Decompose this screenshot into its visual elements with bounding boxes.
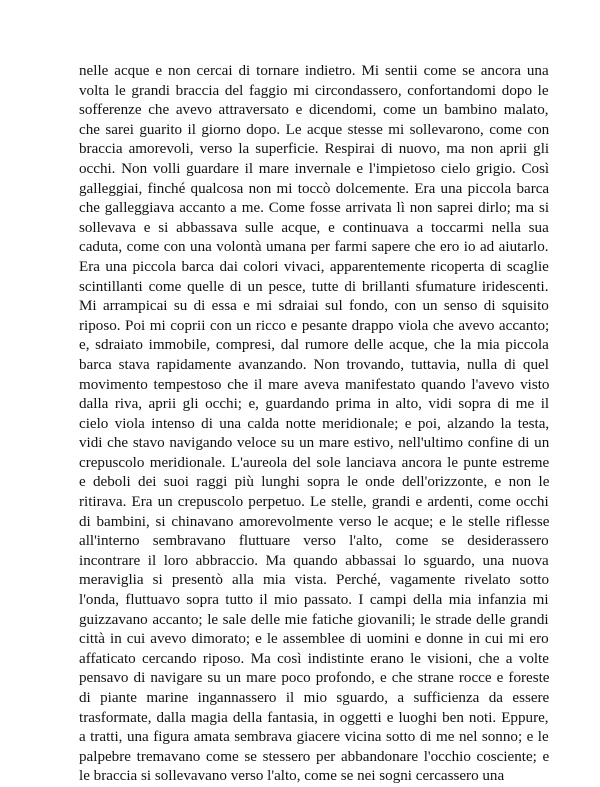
- text-line: occhi. Non volli guardare il mare invernale e l'impietoso cielo grigio. Così: [79, 160, 550, 177]
- text-line: Era una piccola barca dai colori vivaci, apparentemente ricoperta di scaglie: [79, 258, 549, 275]
- text-line: città in cui avevo dimorato; e le assemblee di uomini e donne in cui mi ero: [79, 631, 549, 648]
- text-line: vidi che stavo navigando veloce su un mare estivo, nell'ultimo confine di un: [79, 435, 550, 452]
- text-line: riposo. Poi mi coprii con un ricco e pesante drappo viola che avevo accanto;: [79, 317, 550, 334]
- text-line: braccia amorevoli, verso la superficie. Respirai di nuovo, ma non aprii gli: [79, 141, 550, 158]
- text-line: l'onda, fluttuavo sopra tutto il mio passato. I campi della mia infanzia mi: [79, 592, 549, 609]
- text-line: sofferenze che avevo attraversato e dicendomi, come un bambino malato,: [79, 102, 549, 119]
- text-line: e deboli dei suoi raggi più lunghi sopra le onde dell'orizzonte, e non le: [79, 474, 550, 491]
- text-line: movimento tempestoso che il mare aveva manifestato quando l'avevo visto: [79, 376, 550, 393]
- text-line: scintillanti come quelle di un pesce, tutte di brillanti sfumature iridescenti.: [79, 278, 549, 295]
- text-line: ritirava. Era un crepuscolo perpetuo. Le stelle, grandi e ardenti, come occhi: [79, 494, 549, 511]
- text-line: incontrare il loro abbraccio. Ma quando abbassai lo sguardo, una nuova: [79, 552, 549, 569]
- text-line: che galleggiava accanto a me. Come fosse arrivata lì non saprei dirlo; ma si: [79, 200, 550, 217]
- text-line: cielo viola intenso di una calda notte meridionale; e poi, alzando la testa,: [79, 415, 550, 432]
- text-line: volta le grandi braccia del faggio mi circondassero, confortandomi dopo le: [79, 82, 549, 99]
- text-line: trasformate, dalla magia della fantasia, in oggetti e luoghi ben noti. Eppure,: [79, 709, 549, 726]
- text-line: dalla riva, aprii gli occhi; e, guardando prima in alto, vidi sopra di me il: [79, 396, 550, 413]
- text-line: affaticato cercando riposo. Ma così indistinte erano le visioni, che a volte: [79, 650, 549, 667]
- body-text: [79, 62, 549, 787]
- text-line: di bambini, si chinavano amorevolmente verso le acque; e le stelle riflesse: [79, 513, 550, 530]
- text-line: palpebre tremavano come se stessero per abbandonare l'occhio cosciente; e: [79, 748, 550, 765]
- text-line: guizzavano accanto; le sale delle mie fatiche giovanili; le strade delle grandi: [79, 611, 549, 628]
- text-line: caduta, come con una volontà umana per farmi sapere che ero io ad aiutarlo.: [79, 239, 549, 256]
- text-line: che sarei guarito il giorno dopo. Le acque stesse mi sollevarono, come con: [79, 121, 550, 138]
- text-line: sollevava e si abbassava sulle acque, e continuava a toccarmi nella sua: [79, 219, 549, 236]
- text-line: Mi arrampicai su di essa e mi sdraiai sul fondo, con un senso di squisito: [79, 298, 549, 315]
- text-line: nelle acque e non cercai di tornare indietro. Mi sentii come se ancora una: [79, 63, 549, 79]
- text-line: a tratti, una figura amata sembrava giacere vicina sotto di me nel sonno; e le: [79, 729, 549, 746]
- text-line: pensavo di navigare su un mare poco profondo, e che strane rocce e foreste: [79, 670, 550, 687]
- text-line: meraviglia si presentò alla mia vista. Perché, vagamente rivelato sotto: [79, 572, 550, 589]
- text-line: galleggiai, finché qualcosa non mi toccò dolcemente. Era una piccola barca: [79, 180, 550, 197]
- text-line: le braccia si sollevavano verso l'alto, come se nei sogni cercassero una: [79, 768, 505, 785]
- text-line: di piante marine ingannassero il mio sguardo, a sufficienza da essere: [79, 690, 550, 706]
- text-line: barca stava rapidamente avanzando. Non trovando, tuttavia, nulla di quel: [79, 356, 549, 373]
- text-line: e, sdraiato immobile, compresi, dal rumore delle acque, che la mia piccola: [79, 337, 549, 354]
- text-line: all'interno sembravano fluttuare verso l'alto, come se desiderassero: [79, 533, 549, 550]
- text-line: crepuscolo meridionale. L'aureola del sole lanciava ancora le punte estreme: [79, 454, 550, 471]
